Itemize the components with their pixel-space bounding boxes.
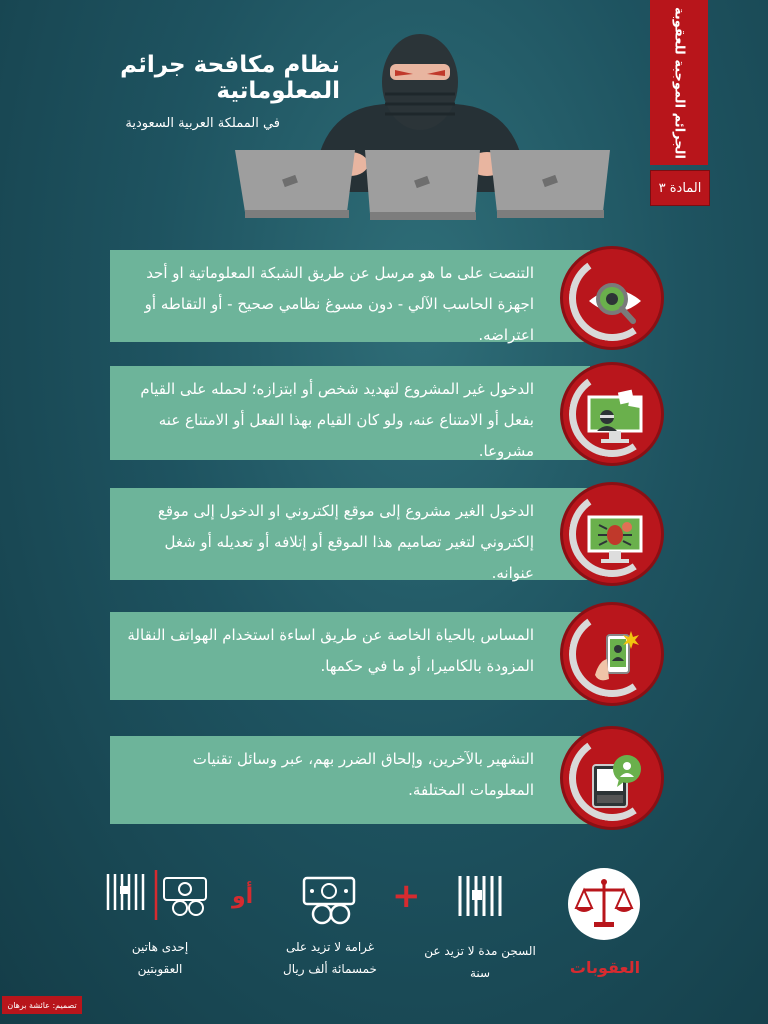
fine-label: غرامة لا تزيد على خمسمائة ألف ريال xyxy=(283,940,377,976)
hacker-illustration xyxy=(225,22,615,222)
either-label: إحدى هاتين العقوبتين xyxy=(131,940,189,976)
prison-label: السجن مدة لا تزيد عن سنة xyxy=(424,944,536,980)
crime-box-2 xyxy=(110,366,590,460)
crime-text: الدخول الغير مشروع إلى موقع إلكتروني او الدخول إلى موقع إلكتروني لتغير تصاميم هذا الموقع أو إتلافه أو تعديله أو شغل عنوانه. xyxy=(157,502,534,582)
crime-box-5 xyxy=(110,736,590,824)
crime-box-4 xyxy=(110,612,590,700)
crime-text: المساس بالحياة الخاصة عن طريق اساءة استخدام الهواتف النقالة المزودة بالكاميرا، أو ما في حكمها. xyxy=(127,626,534,675)
designer-credit: تصميم: عائشة برهان xyxy=(2,996,82,1014)
crime-circle-3 xyxy=(560,482,664,586)
scales-badge xyxy=(568,868,640,940)
hand-phone-icon xyxy=(585,627,645,687)
crime-text: الدخول غير المشروع لتهديد شخص أو ابتزازه؛ لحمله على القيام بفعل أو الامتناع عنه، ولو كان القيام بهذا الفعل أو الامتناع عنه مشروعا. xyxy=(140,380,534,460)
crime-text: التنصت على ما هو مرسل عن طريق الشبكة المعلوماتية او أحد اجهزة الحاسب الآلي - دون مسوغ نظامي صحيح - أو التقاطه أو اعتراضه. xyxy=(144,264,534,344)
crime-circle-4 xyxy=(560,602,664,706)
crime-circle-2 xyxy=(560,362,664,466)
crime-box-3 xyxy=(110,488,590,580)
plus-sign: + xyxy=(392,876,421,916)
or-word: أو xyxy=(232,884,254,909)
scales-icon xyxy=(568,868,640,940)
page-subtitle: في المملكة العربية السعودية xyxy=(125,116,280,131)
article-tag: المادة ٣ xyxy=(650,170,710,206)
crime-text: التشهير بالآخرين، وإلحاق الضرر بهم، عبر وسائل تقنيات المعلومات المختلفة. xyxy=(192,750,534,799)
eye-magnifier-icon xyxy=(585,271,645,331)
money-icon xyxy=(300,870,360,926)
crimes-banner: الجرائم الموجبة للعقوبة xyxy=(650,0,708,165)
crime-circle-1 xyxy=(560,246,664,350)
phone-chat-icon xyxy=(585,751,645,811)
hacker-monitor-icon xyxy=(585,387,645,447)
page-title: نظام مكافحة جرائم المعلوماتية xyxy=(120,52,340,104)
either-penalty-icons xyxy=(104,870,214,920)
crime-circle-5 xyxy=(560,726,664,830)
crime-box-1 xyxy=(110,250,590,342)
prison-bars-icon xyxy=(454,874,506,918)
penalties-label: العقوبات xyxy=(569,958,641,977)
bug-monitor-icon xyxy=(585,507,645,567)
